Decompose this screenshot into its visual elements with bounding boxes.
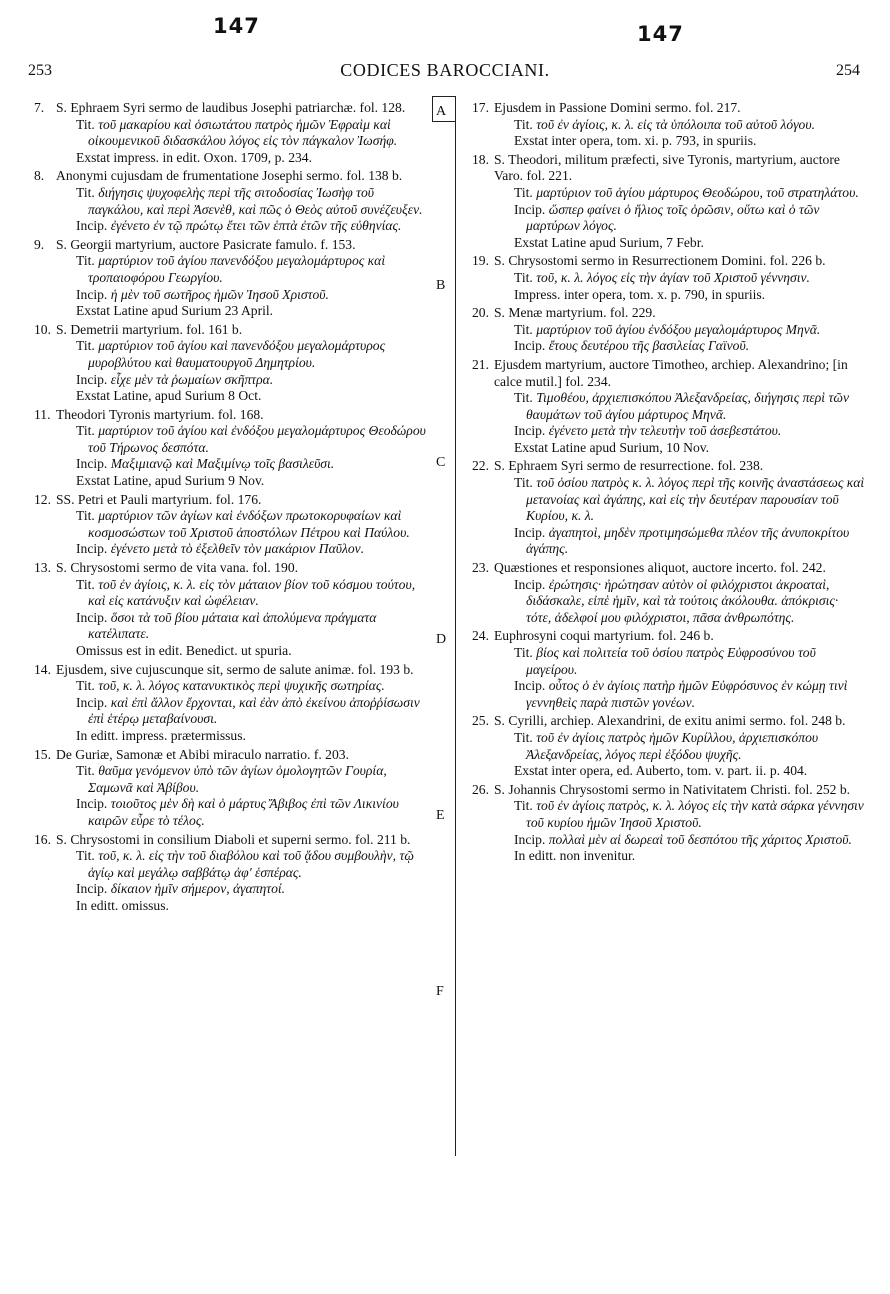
note-text: Exstat impress. in edit. Oxon. 1709, p. 234. [76,149,312,165]
entry-line [28,763,428,796]
note-text: Exstat Latine apud Surium, 7 Febr. [514,234,704,250]
greek-text: ὥσπερ φαίνει ὁ ἥλιος τοῖς ὁρῶσιν, οὕτω καὶ ὁ τῶν μαρτύρων λόγος. [526,201,820,234]
catalogue-entry [28,747,428,830]
entry-heading [466,560,866,577]
entry-number: 14. [34,661,51,677]
line-label: Incip. [76,541,111,557]
entry-heading [466,713,866,730]
left-column [28,100,428,917]
line-label: Tit. [514,645,537,660]
greek-text: δίκαιον ἡμῖν σήμερον, ἀγαπητοί. [110,881,286,897]
entry-line [28,117,428,150]
entry-line [28,848,428,881]
entry-number: 11. [34,406,51,422]
entry-title: S. Ephraem Syri sermo de laudibus Josephi patriarchæ. fol. 128. [56,100,406,115]
greek-text: μαρτύριον τοῦ ἁγίου καὶ ἐνδόξου μεγαλομάρτυρος Θεοδώρου τοῦ Τήρωνος δεσπότα. [88,423,426,455]
note-text: In editt. impress. prætermissus. [76,727,246,743]
catalogue-entry [28,492,428,558]
greek-text: μαρτύριον τοῦ ἁγίου πανενδόξου μεγαλομάρτυρος καὶ τροπαιοφόρου Γεωργίου. [88,253,386,285]
note-text: Exstat inter opera, tom. xi. p. 793, in spuriis. [514,133,757,149]
entry-line [28,695,428,728]
greek-text: τοῦ ἐν ἁγίοις πατρὸς, κ. λ. λόγος εἰς τὴν κατὰ σάρκα γέννησιν τοῦ κυρίου ἡμῶν Ἰησοῦ Χριστοῦ. [526,798,864,830]
entry-line [28,287,428,304]
line-label: Incip. [76,286,111,302]
greek-text: μαρτύριον τῶν ἁγίων καὶ ἐνδόξων πρωτοκορυφαίων καὶ κοσμοσώστων τοῦ Χριστοῦ ἀποστόλων Πέτρου καὶ Παύλου. [88,508,410,540]
entry-line [466,390,866,423]
entry-title: S. Menæ martyrium. fol. 229. [494,305,656,321]
entry-heading [466,782,866,799]
margin-letter: C [436,455,446,470]
entry-line [466,763,866,780]
entry-title: S. Chrysostomi in consilium Diaboli et superni sermo. fol. 211 b. [56,831,411,847]
line-label: Incip. [514,678,549,694]
entry-line [466,678,866,711]
greek-text: τοῦ, κ. λ. εἰς τὴν τοῦ διαβόλου καὶ τοῦ ᾅδου συμβουλὴν, τῷ ἁγίῳ καὶ μεγάλῳ σαββάτῳ ἀφ' ἑσπέρας. [88,848,414,880]
entry-line [466,287,866,304]
entry-number: 22. [472,458,489,474]
entry-title: S. Johannis Chrysostomi sermo in Nativitatem Christi. fol. 252 b. [494,781,851,797]
entry-line [466,235,866,252]
running-title: CODICES BAROCCIANI. [340,60,550,80]
entry-line [466,645,866,678]
catalogue-entry [466,560,866,626]
entry-line [28,372,428,389]
page-number-right: 254 [836,62,860,79]
catalogue-entry [466,713,866,779]
note-text: Omissus est in edit. Benedict. ut spuria. [76,643,292,658]
entry-title: Ejusdem martyrium, auctore Timotheo, archiep. Alexandrino; [in calce mutil.] fol. 234. [494,356,848,389]
catalogue-entry [466,357,866,457]
entry-heading [28,100,428,117]
entry-line [28,643,428,660]
entry-number: 26. [472,781,489,797]
entry-line [466,440,866,457]
note-text: Exstat Latine apud Surium 23 April. [76,303,274,319]
entry-line [466,525,866,558]
line-label: Tit. [76,253,99,269]
catalogue-entry [28,322,428,405]
greek-text: διήγησις ψυχοφελὴς περὶ τῆς σιτοδοσίας Ἰωσὴφ τοῦ παγκάλου, καὶ περὶ Ἀσενὲθ, καὶ πῶς ὁ Θεὸς αὐτοῦ συνέζευξεν. [88,184,423,217]
line-label: Tit. [76,184,99,200]
entry-heading [466,357,866,390]
entry-heading [28,322,428,339]
entry-title: De Guriæ, Samonæ et Abibi miraculo narratio. f. 203. [56,746,349,762]
line-label: Incip. [76,456,111,472]
entry-heading [466,253,866,270]
column-divider [455,96,456,1156]
note-text: In editt. omissus. [76,897,169,913]
line-label: Tit. [514,321,537,337]
entry-line [28,541,428,558]
catalogue-entry [466,628,866,711]
line-label: Incip. [76,881,111,897]
entry-line [28,796,428,829]
greek-text: Μαξιμιανῷ καὶ Μαξιμίνῳ τοῖς βασιλεῦσι. [110,456,335,472]
catalogue-entry [28,168,428,234]
entry-title: Ejusdem in Passione Domini sermo. fol. 217. [494,100,741,115]
note-text: Exstat Latine, apud Surium 9 Nov. [76,473,265,489]
line-label: Incip. [76,371,111,387]
greek-text: τοῦ, κ. λ. λόγος εἰς τὴν ἁγίαν τοῦ Χριστοῦ γέννησιν. [536,269,810,285]
greek-text: τοῦ, κ. λ. λόγος κατανυκτικὸς περὶ ψυχικῆς σωτηρίας. [98,678,385,694]
line-label: Tit. [514,116,537,132]
entry-line [28,898,428,915]
margin-letter: D [436,632,447,647]
entry-number: 16. [34,831,51,847]
entry-heading [466,152,866,185]
greek-text: Τιμοθέου, ἀρχιεπισκόπου Ἀλεξανδρείας, διήγησις περὶ τῶν θαυμάτων τοῦ ἁγίου μάρτυρος Μηνᾶ. [526,390,849,422]
entry-title: SS. Petri et Pauli martyrium. fol. 176. [56,491,262,507]
entry-line [466,423,866,440]
greek-text: ἐγένετο ἐν τῷ πρώτῳ ἔτει τῶν ἑπτὰ ἐτῶν τῆς εὐθηνίας. [110,218,402,234]
line-label: Tit. [514,184,537,200]
entry-line [28,338,428,371]
entry-title: S. Chrysostomi sermo in Resurrectionem Domini. fol. 226 b. [494,253,826,269]
catalogue-entry [466,152,866,252]
note-text: Exstat inter opera, ed. Auberto, tom. v. part. ii. p. 404. [514,763,808,779]
entry-number: 9. [34,236,45,252]
line-label: Tit. [514,475,537,491]
greek-text: μαρτύριον τοῦ ἁγίου μάρτυρος Θεοδώρου, τοῦ στρατηλάτου. [536,184,859,200]
entry-line [28,185,428,218]
entry-line [28,577,428,610]
catalogue-entry [466,458,866,558]
entry-line [28,728,428,745]
note-text: Exstat Latine, apud Surium 8 Oct. [76,388,262,404]
line-label: Tit. [76,678,99,694]
entry-number: 12. [34,491,51,507]
entry-number: 20. [472,305,489,321]
entry-number: 25. [472,713,489,729]
greek-text: τοιοῦτος μὲν δὴ καὶ ὁ μάρτυς Ἄβιβος ἐπὶ τῶν Λικινίου καιρῶν εὗρε τὸ τέλος. [88,796,399,828]
entry-heading [28,560,428,577]
line-label: Tit. [514,269,537,285]
greek-text: ὅσοι τὰ τοῦ βίου μάταια καὶ ἀπολύμενα πράγματα κατέλιπατε. [88,609,377,642]
greek-text: θαῦμα γενόμενον ὑπὸ τῶν ἁγίων ὁμολογητῶν Γουρία, Σαμωνᾶ καὶ Ἀβίβου. [88,763,387,795]
greek-text: τοῦ ὁσίου πατρὸς κ. λ. λόγος περὶ τῆς κοινῆς ἀναστάσεως καὶ μετανοίας καὶ ἀγάπης, καὶ εἰς τὴν δευτέραν παρουσίαν τοῦ Κυρίου, κ. λ. [526,475,865,524]
line-label: Tit. [514,390,537,406]
entry-title: Ejusdem, sive cujuscunque sit, sermo de salute animæ. fol. 193 b. [56,661,414,677]
entry-line [466,730,866,763]
entry-line [28,456,428,473]
catalogue-entry [28,560,428,660]
entry-number: 24. [472,628,489,644]
greek-text: τοῦ ἐν ἁγίοις πατρὸς ἡμῶν Κυρίλλου, ἀρχιεπισκόπου Ἀλεξανδρείας, λόγος περὶ ἐξόδου ψυχῆς. [526,729,819,762]
greek-text: ἡ μὲν τοῦ σωτῆρος ἡμῶν Ἰησοῦ Χριστοῦ. [110,286,329,302]
entry-number: 17. [472,100,489,115]
entry-title: Quæstiones et responsiones aliquot, auctore incerto. fol. 242. [494,560,826,576]
entry-line [28,303,428,320]
entry-line [466,338,866,355]
entry-line [28,881,428,898]
entry-number: 18. [472,151,489,167]
greek-text: τοῦ ἐν ἁγίοις, κ. λ. εἰς τὸν μάταιον βίον τοῦ κόσμου τούτου, καὶ εἰς κατάνυξιν καὶ ὠφέλειαν. [88,576,416,609]
line-label: Incip. [514,201,549,217]
entry-line [466,202,866,235]
greek-text: τοῦ μακαρίου καὶ ὁσιωτάτου πατρὸς ἡμῶν Ἐφραὶμ καὶ οἰκουμενικοῦ διδασκάλου λόγος εἰς τὸν πάγκαλον Ἰωσήφ. [88,116,398,149]
line-label: Tit. [76,848,99,864]
greek-text: ἔτους δευτέρου τῆς βασιλείας Γαϊνοῦ. [548,338,750,354]
entry-title: S. Chrysostomi sermo de vita vana. fol. 190. [56,560,299,576]
entry-line [28,423,428,456]
line-label: Tit. [76,116,99,132]
line-label: Incip. [76,694,111,710]
line-label: Incip. [514,423,549,439]
entry-heading [28,662,428,679]
entry-title: S. Demetrii martyrium. fol. 161 b. [56,321,243,337]
entry-line [28,150,428,167]
catalogue-entry [466,253,866,303]
catalogue-entry [466,305,866,355]
handwritten-number-left: 147 [213,14,260,38]
line-label: Tit. [76,338,99,354]
margin-letter: B [436,278,446,293]
greek-text: ἀγαπητοὶ, μηδὲν προτιμησώμεθα πλέον τῆς ἀνυποκρίτου ἀγάπης. [526,524,850,557]
catalogue-entry [28,407,428,490]
entry-line [466,577,866,627]
entry-number: 23. [472,560,489,576]
greek-text: εἶχε μὲν τὰ ῥωμαίων σκῆπτρα. [110,371,274,387]
greek-text: ἐγένετο μετὰ τὴν τελευτὴν τοῦ ἀσεβεστάτου. [548,423,782,439]
entry-line [466,832,866,849]
entry-heading [28,168,428,185]
catalogue-entry [466,782,866,865]
line-label: Tit. [514,798,537,814]
note-text: In editt. non invenitur. [514,848,636,864]
entry-line [28,473,428,490]
handwritten-number-right: 147 [637,22,684,46]
entry-title: Euphrosyni coqui martyrium. fol. 246 b. [494,628,714,644]
greek-text: μαρτύριον τοῦ ἁγίου ἐνδόξου μεγαλομάρτυρος Μηνᾶ. [536,321,821,337]
entry-line [466,133,866,150]
entry-line [28,678,428,695]
entry-line [466,322,866,339]
greek-text: καὶ ἐπὶ ἄλλον ἔρχονται, καὶ ἐὰν ἀπὸ ἐκείνου ἀποῤῥίσωσιν ἐπὶ ἑτέρῳ μεταβαίνουσι. [88,694,420,727]
entry-title: S. Georgii martyrium, auctore Pasicrate famulo. f. 153. [56,236,356,252]
entry-line [466,848,866,865]
entry-heading [28,237,428,254]
greek-text: ἐρώτησις· ἠρώτησαν αὐτὸν οἱ φιλόχριστοι ἀκροαταὶ, διδάσκαλε, εἰπὲ ἡμῖν, καὶ τὰ τούτοις ἀκόλουθα. ἀπόκρισις· τότε, ἀδελφοί μου φιλόχριστοι, πᾶσα ἀνθρωπότης. [526,576,839,625]
entry-title: Theodori Tyronis martyrium. fol. 168. [56,406,264,422]
entry-line [28,508,428,541]
line-label: Incip. [76,796,111,812]
entry-line [28,388,428,405]
entry-title: Anonymi cujusdam de frumentatione Josephi sermo. fol. 138 b. [56,168,403,184]
entry-heading [28,747,428,764]
margin-letter: E [436,808,445,823]
greek-text: μαρτύριον τοῦ ἁγίου καὶ πανενδόξου μεγαλομάρτυρος μυροβλύτου καὶ θαυματουργοῦ Δημητρίου. [88,338,386,370]
entry-line [466,117,866,134]
line-label: Tit. [76,508,99,524]
line-label: Tit. [76,423,99,439]
entry-number: 8. [34,168,45,184]
entry-number: 13. [34,560,51,576]
greek-text: οὗτος ὁ ἐν ἁγίοις πατὴρ ἡμῶν Εὐφρόσυνος ἐν κώμῃ τινὶ γεννηθεὶς παρὰ πιστῶν γονέων. [526,678,848,710]
entry-heading [466,628,866,645]
greek-text: ἐγένετο μετὰ τὸ ἐξελθεῖν τὸν μακάριον Παῦλον. [110,541,365,557]
line-label: Tit. [76,576,99,592]
entry-line [28,610,428,643]
line-label: Incip. [514,524,549,540]
line-label: Incip. [514,831,549,847]
entry-heading [466,305,866,322]
catalogue-entry [28,237,428,320]
margin-letter: F [436,984,444,999]
catalogue-entry [28,662,428,745]
note-text: Impress. inter opera, tom. x. p. 790, in spuriis. [514,286,766,302]
entry-heading [466,100,866,117]
line-label: Tit. [76,763,99,779]
entry-heading [28,407,428,424]
greek-text: πολλαὶ μὲν αἱ δωρεαὶ τοῦ δεσπότου τῆς χάριτος Χριστοῦ. [548,831,852,847]
entry-title: S. Ephraem Syri sermo de resurrectione. fol. 238. [494,458,764,474]
entry-number: 19. [472,253,489,269]
entry-heading [28,492,428,509]
line-label: Incip. [514,338,549,354]
entry-line [466,798,866,831]
catalogue-entry [28,100,428,166]
line-label: Tit. [514,729,537,745]
margin-letter: A [436,104,447,119]
catalogue-entry [466,100,866,150]
right-column [466,100,866,867]
entry-number: 10. [34,321,51,337]
entry-heading [466,458,866,475]
entry-line [466,185,866,202]
entry-number: 15. [34,746,51,762]
page-number-left: 253 [28,62,52,79]
entry-line [28,253,428,286]
entry-title: S. Theodori, militum præfecti, sive Tyronis, martyrium, auctore Varo. fol. 221. [494,151,840,184]
entry-number: 7. [34,100,45,115]
entry-line [466,270,866,287]
greek-text: τοῦ ἐν ἁγίοις, κ. λ. εἰς τὰ ὑπόλοιπα τοῦ αὐτοῦ λόγου. [536,116,815,132]
entry-line [28,218,428,235]
entry-heading [28,832,428,849]
catalogue-entry [28,832,428,915]
line-label: Incip. [514,576,549,592]
entry-number: 21. [472,356,489,372]
entry-line [466,475,866,525]
line-label: Incip. [76,218,111,234]
greek-text: βίος καὶ πολιτεία τοῦ ὁσίου πατρὸς Εὐφροσύνου τοῦ μαγείρου. [526,645,816,677]
entry-title: S. Cyrilli, archiep. Alexandrini, de exitu animi sermo. fol. 248 b. [494,713,846,729]
line-label: Incip. [76,609,111,625]
note-text: Exstat Latine apud Surium, 10 Nov. [514,439,710,455]
